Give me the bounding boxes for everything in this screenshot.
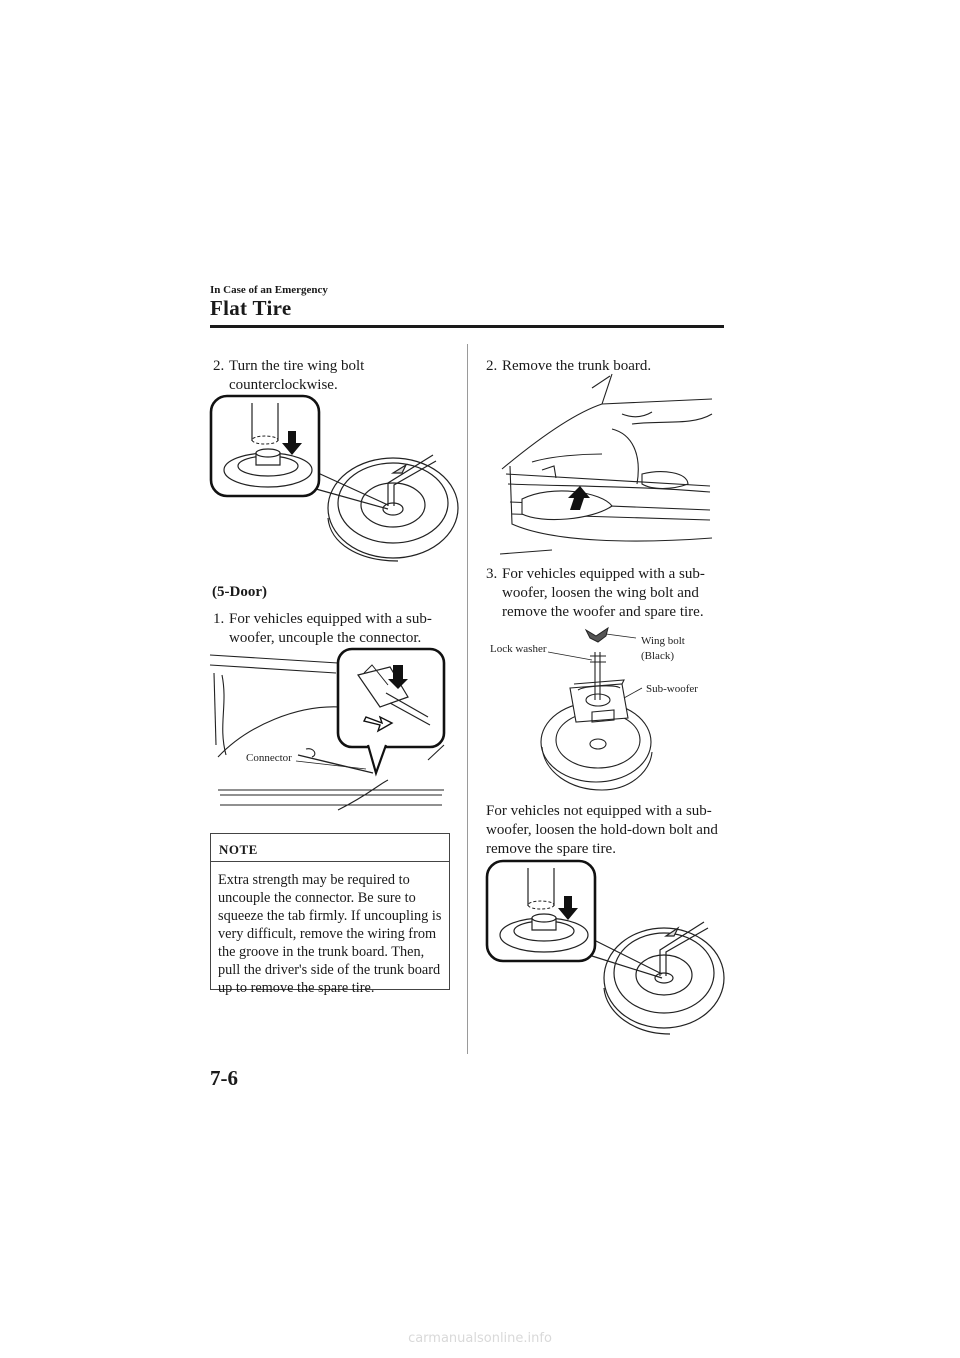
sub-woofer-label: Sub-woofer xyxy=(646,683,698,695)
step-text: For vehicles equipped with a sub-woofer, uncouple the connector. xyxy=(229,611,432,646)
left-step-1 xyxy=(213,610,448,648)
title-rule xyxy=(210,325,724,328)
wing-bolt-head xyxy=(586,628,608,642)
watermark[interactable]: carmanualsonline.info xyxy=(408,1331,552,1346)
tire-wing-bolt-illustration xyxy=(208,393,448,565)
page-number: 7-6 xyxy=(210,1066,238,1090)
sub-woofer-leader xyxy=(624,688,642,698)
note-text: Extra strength may be required to uncouple the connector. Be sure to squeeze the tab firmly. If uncoupling is very difficult, remove the wiring from the groove in the trunk board. Then, pull the driver's side of the trunk board up to remove the spare tire. xyxy=(218,872,442,996)
lock-washer-label: Lock washer xyxy=(490,643,547,655)
wing-bolt-label: Wing bolt xyxy=(641,635,685,647)
note-box xyxy=(210,833,450,996)
step-text: For vehicles equipped with a sub-woofer, loosen the wing bolt and remove the woofer and spare tire. xyxy=(502,566,705,620)
step-text: Remove the trunk board. xyxy=(502,358,652,374)
column-divider xyxy=(467,344,468,1054)
magnifier-bubble xyxy=(487,861,595,961)
connector-illustration xyxy=(208,645,448,810)
step-number: 3. xyxy=(486,566,498,582)
note-title: NOTE xyxy=(211,834,449,862)
page-title: Flat Tire xyxy=(210,296,292,320)
right-step-3 xyxy=(486,565,721,622)
trunk-board-illustration xyxy=(492,374,716,554)
hold-down-bolt-illustration xyxy=(484,858,724,1036)
step-number: 2. xyxy=(213,358,225,374)
section-label: In Case of an Emergency xyxy=(210,284,328,296)
step-text: Turn the tire wing bolt counterclockwise. xyxy=(229,358,365,393)
wing-bolt-leader xyxy=(606,634,636,638)
magnifier-connector xyxy=(316,473,388,509)
connector-label: Connector xyxy=(246,752,292,764)
connector-leader-line xyxy=(296,761,366,769)
connector-magnifier-bubble xyxy=(338,649,444,747)
wing-bolt-color-label: (Black) xyxy=(641,650,674,662)
step-number: 1. xyxy=(213,611,225,627)
magnifier-bubble xyxy=(211,396,319,496)
spare-tire-drawing xyxy=(328,455,458,561)
left-step-2 xyxy=(213,357,428,395)
lock-washer-leader xyxy=(548,652,592,660)
right-para: For vehicles not equipped with a sub-woofer, loosen the hold-down bolt and remove the spare tire. xyxy=(486,803,718,857)
step-number: 2. xyxy=(486,358,498,374)
subheading-5-door: (5-Door) xyxy=(212,584,267,600)
sub-woofer-illustration xyxy=(540,622,720,792)
